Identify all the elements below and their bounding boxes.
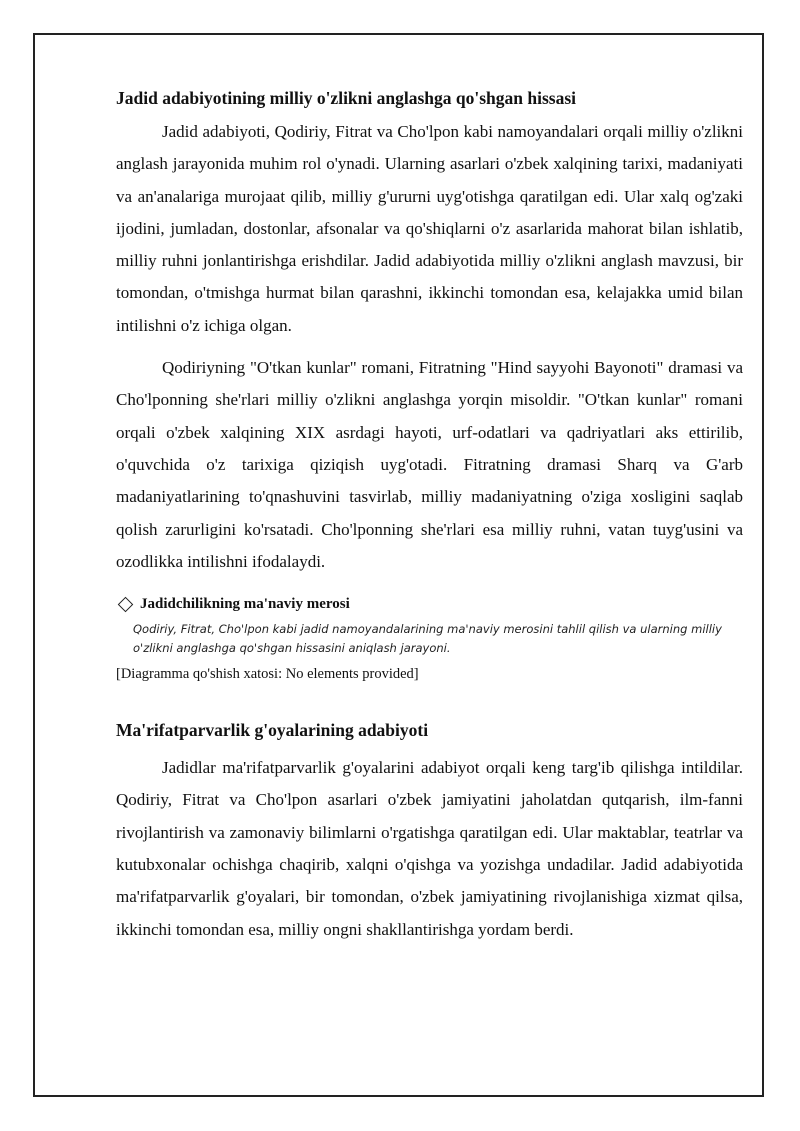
diagram-title: Jadidchilikning ma'naviy merosi (140, 596, 350, 613)
section-1-paragraph-1: Jadid adabiyoti, Qodiriy, Fitrat va Cho'lpon kabi namoyandalari orqali milliy o'zlikni anglash jarayonida muhim rol o'ynadi. Ularning asarlari o'zbek xalqining tarixi, madaniyati va an'analariga murojaat qilib, milliy g'ururni uyg'otishga qaratilgan edi. Ular xalq og'zaki ijodini, jumladan, dostonlar, afsonalar va qo'shiqlarni o'z asarlarida mahorat bilan ishlatib, milliy ruhni jonlantirishga erishdilar. Jadid adabiyotida milliy o'zlikni anglash mavzusi, bir tomondan, o'tmishga hurmat bilan qarashni, ikkinchi tomondan esa, kelajakka umid bilan intilishni o'z ichiga olgan. (116, 122, 743, 335)
section-2-title: Ma'rifatparvarlik g'oyalarining adabiyoti (116, 720, 429, 741)
section-2 (116, 718, 743, 946)
diagram-header (116, 594, 743, 614)
section-1-title: Jadid adabiyotining milliy o'zlikni anglashga qo'shgan hissasi (116, 88, 577, 108)
document-body (116, 86, 743, 956)
diamond-icon (118, 596, 134, 612)
diagram-description: Qodiriy, Fitrat, Cho'lpon kabi jadid namoyandalarining ma'naviy merosini tahlil qilish va ularning milliy o'zlikni anglashga qo'shgan hissasini aniqlash jarayoni. (133, 622, 722, 656)
diagram-error-message: [Diagramma qo'shish xatosi: No elements provided] (116, 666, 419, 683)
section-1-paragraph-2: Qodiriyning "O'tkan kunlar" romani, Fitratning "Hind sayyohi Bayonoti" dramasi va Cho'lponning she'rlari milliy o'zlikni anglashga yorqin misoldir. "O'tkan kunlar" romani orqali o'zbek xalqining XIX asrdagi hayoti, urf-odatlari va qadriyatlari aks ettirilib, o'quvchida o'z tarixiga qiziqish uyg'otadi. Fitratning dramasi Sharq va G'arb madaniyatlarining to'qnashuvini tasvirlab, milliy madaniyatning o'ziga xosligini saqlab qolish zarurligini ko'rsatadi. Cho'lponning she'rlari esa milliy ruhni, vatan tuyg'usini va ozodlikka intilishni ifodalaydi. (116, 358, 743, 571)
section-2-paragraph-1: Jadidlar ma'rifatparvarlik g'oyalarini adabiyot orqali keng targ'ib qilishga intildilar. Qodiriy, Fitrat va Cho'lpon asarlari o'zbek jamiyatini jaholatdan qutqarish, ilm-fanni rivojlantirish va zamonaviy bilimlarni o'rgatishga qaratilgan edi. Ular maktablar, teatrlar va kutubxonalar ochishga chaqirib, xalqni o'qishga va yozishga undadilar. Jadid adabiyotida ma'rifatparvarlik g'oyalari, bir tomondan, o'zbek jamiyatining rivojlanishiga xizmat qilsa, ikkinchi tomondan esa, milliy ongni shakllantirishga yordam berdi. (116, 758, 743, 939)
